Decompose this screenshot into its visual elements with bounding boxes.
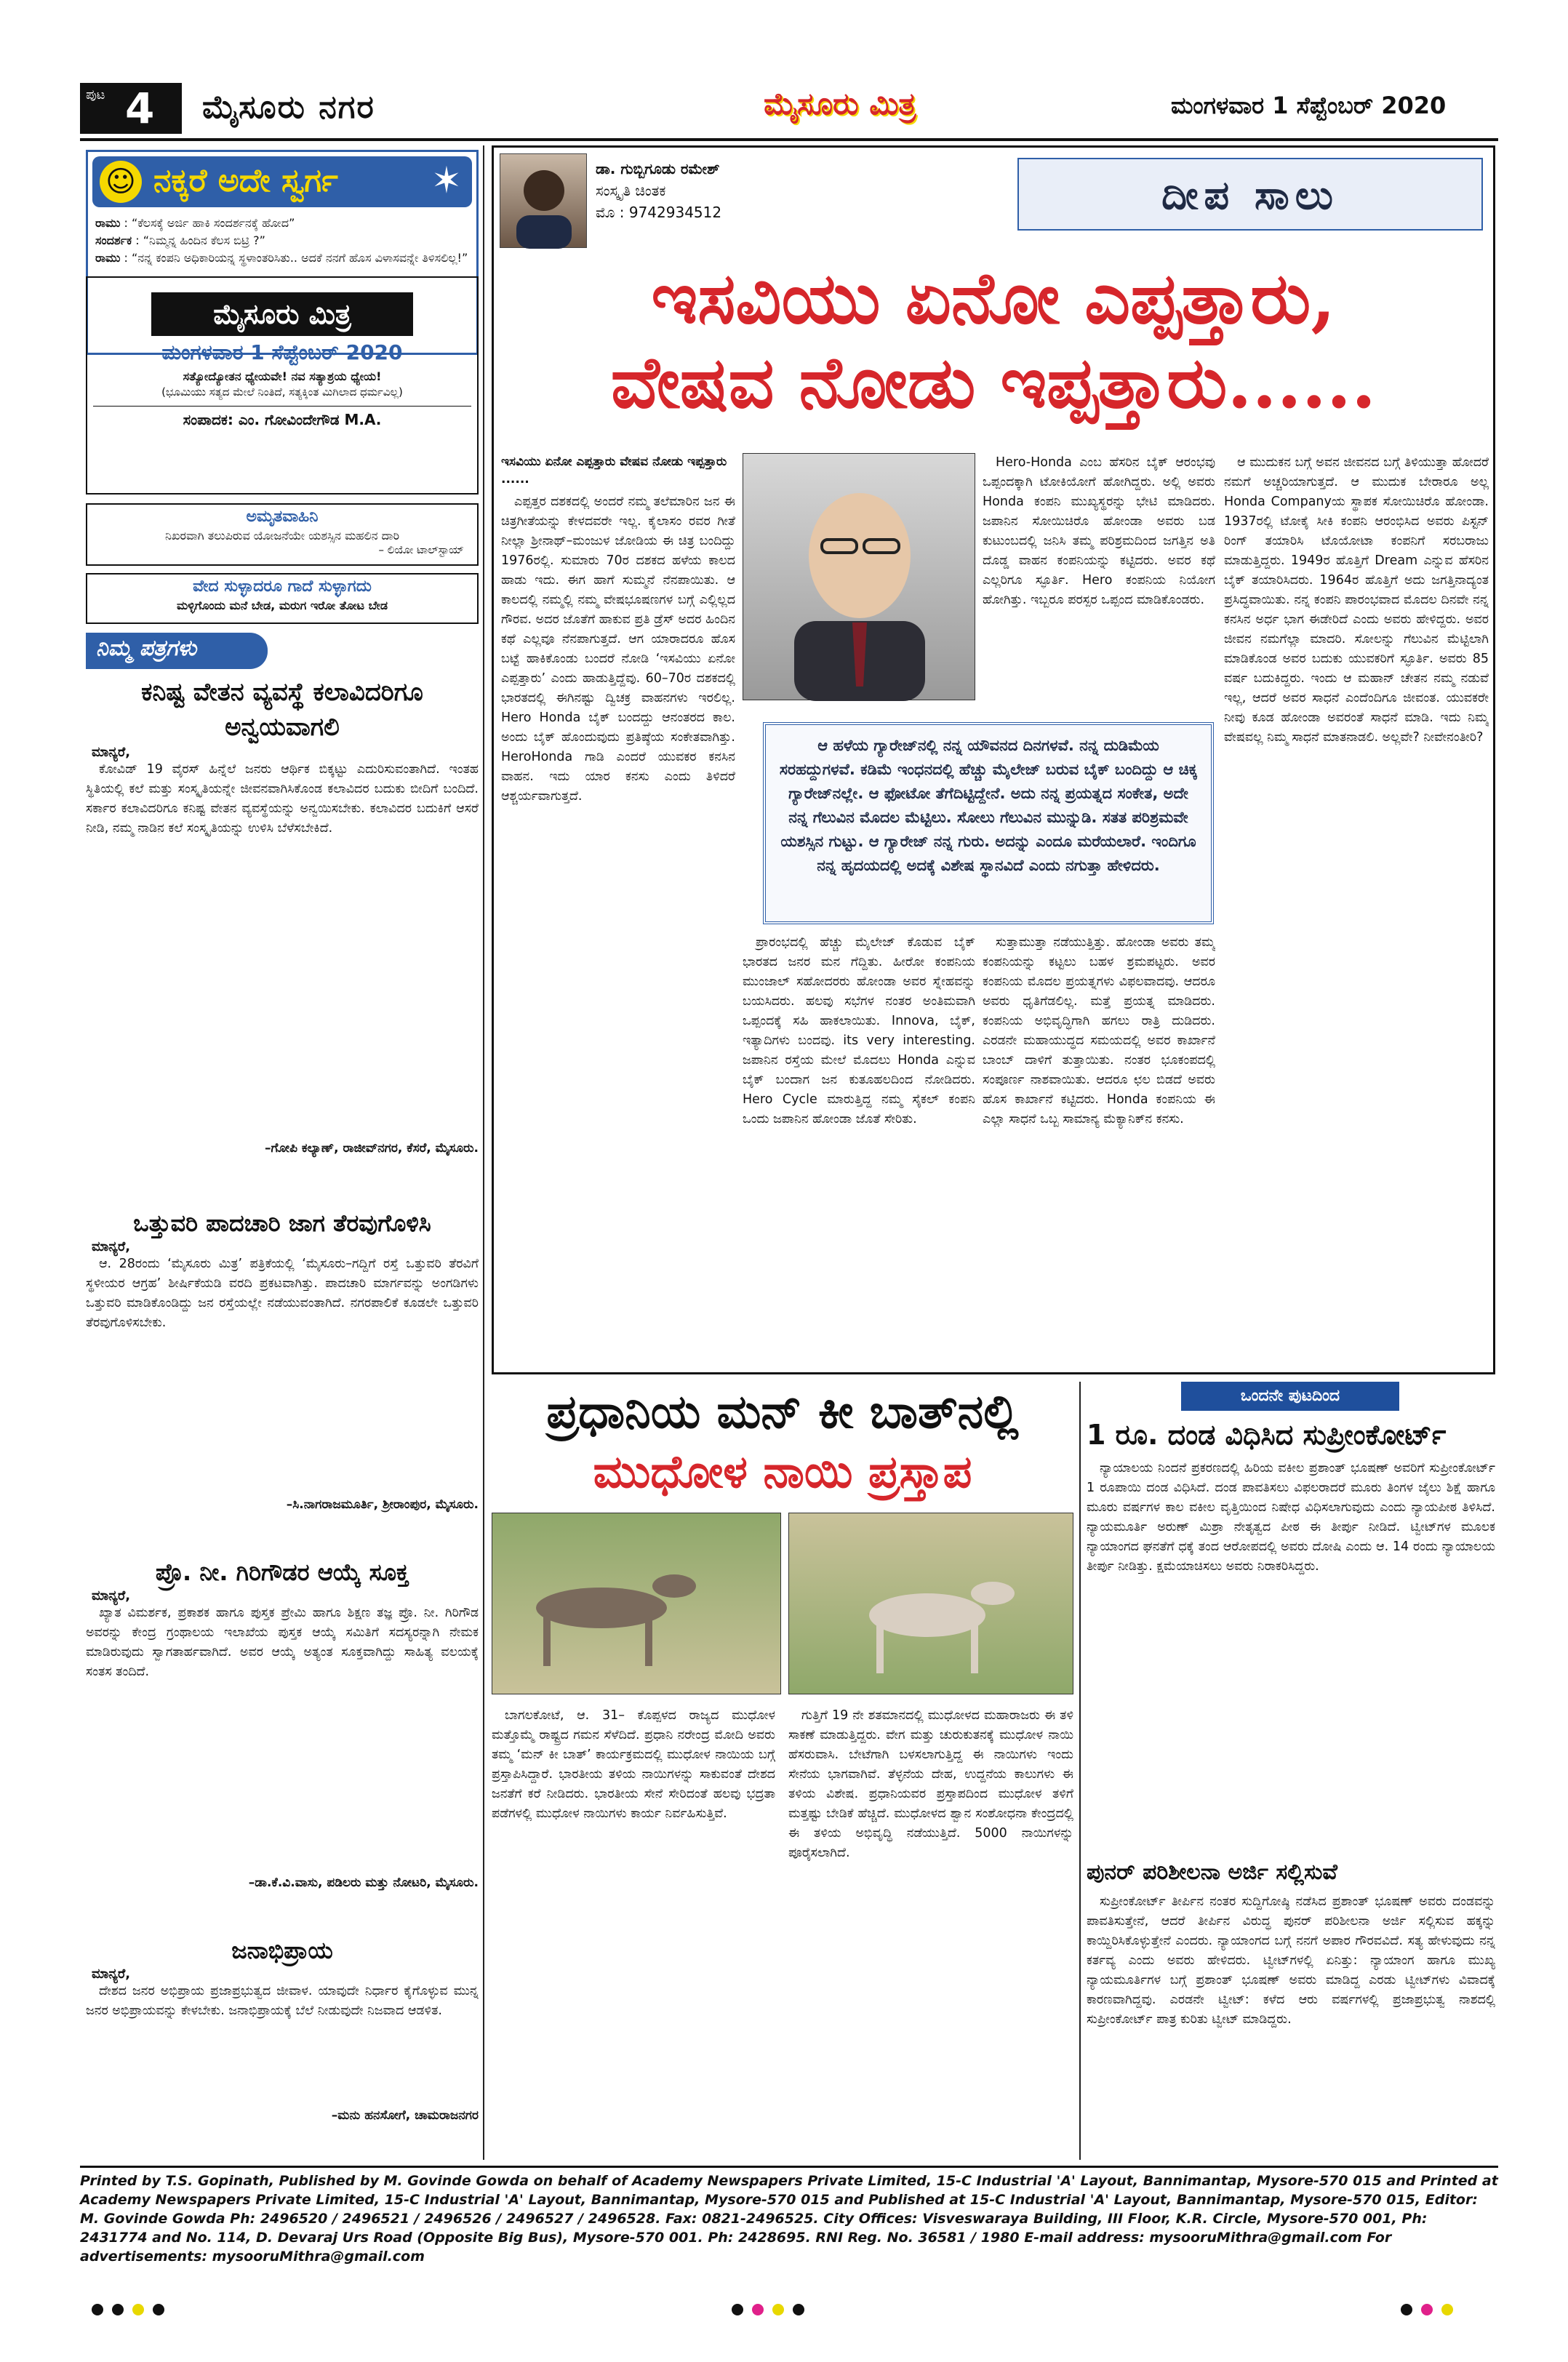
info-box [86, 276, 479, 495]
section-title: ಮೈಸೂರು ನಗರ [202, 89, 375, 126]
headline [494, 257, 1493, 425]
cmyk-dot-icon [132, 2304, 144, 2315]
letters-title-bar [86, 633, 268, 669]
sc-body [1087, 1459, 1495, 1851]
info-date: ಮಂಗಳವಾರ 1 ಸೆಪ್ಟೆಂಬರ್ 2020 [161, 340, 403, 364]
registration-marks-center [727, 2304, 809, 2318]
info-motto-translation: (ಭೂಮಿಯು ಸತ್ಯದ ಮೇಲೆ ನಿಂತಿದೆ, ಸತ್ಯಕ್ಕಿಂತ ಮಿಗಿಲಾದ ಧರ್ಮವಿಲ್ಲ) [161, 385, 403, 399]
smiley-icon: ☺ [100, 161, 142, 203]
feature-article [492, 145, 1495, 1374]
humor-line [95, 215, 473, 232]
running-dog-icon [789, 1513, 1074, 1695]
feature-intro: ಇಸವಿಯು ಏನೋ ಎಪ್ಪತ್ತಾರು ವೇಷವ ನೋಡು ಇಪ್ಪತ್ತಾರು ...... [501, 455, 727, 487]
registration-marks-left [87, 2304, 169, 2318]
feature-body-text: Hero-Honda ಎಂಬ ಹೆಸರಿನ ಬೈಕ್ ಆರಂಭವು ಒಪ್ಪಂದಕ್ಕಾಗಿ ಟೋಕಿಯೋಗೆ ಹೋಗಿದ್ದರು. ಅಲ್ಲಿ ಅವರು Honda ಕಂಪನಿ ಮುಖ್ಯಸ್ಥರನ್ನು ಭೇಟಿ ಮಾಡಿದರು. ಜಪಾನಿನ ಸೋಯಿಚಿರೊ ಹೋಂಡಾ ಅವರು ಬಡ ಕುಟುಂಬದಲ್ಲಿ ಜನಿಸಿ ತಮ್ಮ ಪರಿಶ್ರಮದಿಂದ ಜಗತ್ತಿನ ಅತಿ ದೊಡ್ಡ ವಾಹನ ಕಂಪನಿಯನ್ನು ಕಟ್ಟಿದರು. ಅವರ ಕಥೆ ಎಲ್ಲರಿಗೂ ಸ್ಫೂರ್ತಿ. Hero ಕಂಪನಿಯ ನಿಯೋಗ ಹೋಗಿತ್ತು. ಇಬ್ಬರೂ ಪರಸ್ಪರ ಒಪ್ಪಂದ ಮಾಡಿಕೊಂಡರು. [983, 455, 1215, 607]
pm-body-text: ಬಾಗಲಕೋಟೆ, ಆ. 31– ಕೊಪ್ಪಳದ ರಾಜ್ಯದ ಮುಧೋಳ ಮತ್ತೊಮ್ಮೆ ರಾಷ್ಟ್ರದ ಗಮನ ಸೆಳೆದಿದೆ. ಪ್ರಧಾನಿ ನರೇಂದ್ರ ಮೋದಿ ಅವರು ತಮ್ಮ ‘ಮನ್ ಕೀ ಬಾತ್’ ಕಾರ್ಯಕ್ರಮದಲ್ಲಿ ಮುಧೋಳ ನಾಯಿಯ ಬಗ್ಗೆ ಪ್ರಸ್ತಾಪಿಸಿದ್ದಾರೆ. ಭಾರತೀಯ ತಳಿಯ ನಾಯಿಗಳನ್ನು ಸಾಕುವಂತೆ ದೇಶದ ಜನತೆಗೆ ಕರೆ ನೀಡಿದರು. ಭಾರತೀಯ ಸೇನೆ ಸೇರಿದಂತೆ ಹಲವು ಭದ್ರತಾ ಪಡೆಗಳಲ್ಲಿ ಮುಧೋಳ ನಾಯಿಗಳು ಕಾರ್ಯ ನಿರ್ವಹಿಸುತ್ತಿವೆ. [492, 1708, 775, 1821]
proverb-text: ಮಳ್ಳಿಗೊಂದು ಮನೆ ಬೇಡ, ಮರುಗ ಇರೋ ತೋಟ ಬೇಡ [176, 598, 388, 612]
letter-title: ಜನಾಭಿಪ್ರಾಯ [231, 1937, 333, 1964]
letter-body-text: ಕೋವಿಡ್‌ 19 ವೈರಸ್ ಹಿನ್ನೆಲೆ ಜನರು ಆರ್ಥಿಕ ಬಿಕ್ಕಟ್ಟು ಎದುರಿಸುವಂತಾಗಿದೆ. ಇಂತಹ ಸ್ಥಿತಿಯಲ್ಲಿ ಕಲೆ ಮತ್ತು ಸಂಸ್ಕೃತಿಯನ್ನೇ ಜೀವನವಾಗಿಸಿಕೊಂಡ ಕಲಾವಿದರ ಬದುಕು ಬೀದಿಗೆ ಬಂದಿದೆ. ಸರ್ಕಾರ ಕಲಾವಿದರಿಗೂ ಕನಿಷ್ಟ ವೇತನ ವ್ಯವಸ್ಥೆಯನ್ನು ಅನ್ವಯಿಸಬೇಕು. ಕಲಾವಿದರ ಬದುಕಿಗೆ ಆಸರೆ ನೀಡಿ, ನಮ್ಮ ನಾಡಿನ ಕಲೆ ಸಂಸ್ಕೃತಿಯನ್ನು ಉಳಿಸಿ ಬೆಳೆಸಬೇಕಿದೆ. [86, 762, 479, 836]
feature-body-text: ಎಪ್ಪತ್ತರ ದಶಕದಲ್ಲಿ ಅಂದರೆ ನಮ್ಮ ತಲೆಮಾರಿನ ಜನ ಈ ಚಿತ್ರಗೀತೆಯನ್ನು ಕೇಳದವರೇ ಇಲ್ಲ. ಕೈಲಾಸಂ ರವರ ಗೀತೆ ನೀಲ್ಲಾ ಶ್ರೀನಾಥ್–ಮಂಜುಳ ಜೋಡಿಯ ಈ ಚಿತ್ರ ಬಂದಿದ್ದು 1976ರಲ್ಲಿ. ಸುಮಾರು 70ರ ದಶಕದ ಹಳೆಯ ಕಾಲದ ಹಾಡು ಇದು. ಈಗ ಹಾಗೆ ಸುಮ್ಮನೆ ನೆನಪಾಯಿತು. ಆ ಕಾಲದಲ್ಲಿ ನಮ್ಮಲ್ಲಿ ನಮ್ಮ ವೇಷಭೂಷಣಗಳ ಬಗ್ಗೆ ಎಲ್ಲಿಲ್ಲದ ಗೌರವ. ಅದರ ಜೊತೆಗೆ ಹಾಕುವ ಪ್ರತಿ ಡ್ರೆಸ್ ಅದರ ಹಿಂದಿನ ಕಥೆ ಎಲ್ಲವೂ ನೆನಪಾಗುತ್ತದೆ. ಆಗ ಯಾರಾದರೂ ಹೊಸ ಬಟ್ಟೆ ಹಾಕಿಕೊಂಡು ಬಂದರೆ ನೋಡಿ ‘ಇಸವಿಯು ಏನೋ ಎಪ್ಪತ್ತಾರು’ ಎಂದು ಹಾಡುತ್ತಿದ್ದೆವು. 60–70ರ ದಶಕದಲ್ಲಿ ಭಾರತದಲ್ಲಿ ಈಗಿನಷ್ಟು ದ್ವಿಚಕ್ರ ವಾಹನಗಳು ಇರಲಿಲ್ಲ. Hero Honda ಬೈಕ್ ಬಂದದ್ದು ಆನಂತರದ ಕಾಲ. ಅಂದು ಬೈಕ್ ಹೊಂದುವುದು ಪ್ರತಿಷ್ಠೆಯ ಸಂಕೇತವಾಗಿತ್ತು. HeroHonda ಗಾಡಿ ಎಂದರೆ ಯುವಕರ ಕನಸಿನ ವಾಹನ. ಇದು ಯಾರ ಕನಸು ಎಂದು ತಿಳಿದರೆ ಆಶ್ಚರ್ಯವಾಗುತ್ತದೆ. [501, 495, 735, 804]
amrutha-box [86, 503, 479, 566]
humor-speaker: ರಾಮು [95, 251, 121, 265]
letter-salutation: ಮಾನ್ಯರೆ, [92, 1966, 131, 1982]
page-number-badge [80, 83, 182, 134]
pm-article [492, 1382, 1073, 2160]
pm-body-text: ಗುತ್ತಿಗೆ 19 ನೇ ಶತಮಾನದಲ್ಲಿ ಮುಧೋಳದ ಮಹಾರಾಜರು ಈ ತಳಿ ಸಾಕಣೆ ಮಾಡುತ್ತಿದ್ದರು. ವೇಗ ಮತ್ತು ಚುರುಕುತನಕ್ಕೆ ಮುಧೋಳ ನಾಯಿ ಹೆಸರುವಾಸಿ. ಬೇಟೆಗಾಗಿ ಬಳಸಲಾಗುತ್ತಿದ್ದ ಈ ನಾಯಿಗಳು ಇಂದು ಸೇನೆಯ ಭಾಗವಾಗಿವೆ. ತೆಳ್ಳನೆಯ ದೇಹ, ಉದ್ದನೆಯ ಕಾಲುಗಳು ಈ ತಳಿಯ ವಿಶೇಷ. ಪ್ರಧಾನಿಯವರ ಪ್ರಸ್ತಾಪದಿಂದ ಮುಧೋಳ ತಳಿಗೆ ಮತ್ತಷ್ಟು ಬೇಡಿಕೆ ಹೆಚ್ಚಿದೆ. ಮುಧೋಳದ ಶ್ವಾನ ಸಂಶೋಧನಾ ಕೇಂದ್ರದಲ್ಲಿ ಈ ತಳಿಯ ಅಭಿವೃದ್ಧಿ ನಡೆಯುತ್ತಿದೆ. 5000 ನಾಯಿಗಳನ್ನು ಪೂರೈಸಲಾಗಿದೆ. [788, 1708, 1073, 1860]
letter-salutation: ಮಾನ್ಯರೆ, [92, 1239, 131, 1254]
quote-box [763, 722, 1214, 924]
sc-body-text: ಸುಪ್ರೀಂಕೋರ್ಟ್ ತೀರ್ಪಿನ ನಂತರ ಸುದ್ದಿಗೋಷ್ಠಿ ನಡೆಸಿದ ಪ್ರಶಾಂತ್ ಭೂಷಣ್ ಅವರು ದಂಡವನ್ನು ಪಾವತಿಸುತ್ತೇನೆ, ಆದರೆ ತೀರ್ಪಿನ ವಿರುದ್ಧ ಪುನರ್ ಪರಿಶೀಲನಾ ಅರ್ಜಿ ಸಲ್ಲಿಸುವ ಹಕ್ಕನ್ನು ಕಾಯ್ದಿರಿಸಿಕೊಳ್ಳುತ್ತೇನೆ ಎಂದರು. ನ್ಯಾಯಾಂಗದ ಬಗ್ಗೆ ನನಗೆ ಅಪಾರ ಗೌರವವಿದೆ. ಸತ್ಯ ಹೇಳುವುದು ನನ್ನ ಕರ್ತವ್ಯ ಎಂದು ಅವರು ಹೇಳಿದರು. ಟ್ವೀಟ್‌ಗಳಲ್ಲಿ ಏನಿತ್ತು: ನ್ಯಾಯಾಂಗ ಹಾಗೂ ಮುಖ್ಯ ನ್ಯಾಯಮೂರ್ತಿಗಳ ಬಗ್ಗೆ ಪ್ರಶಾಂತ್ ಭೂಷಣ್ ಅವರು ಮಾಡಿದ್ದ ಎರಡು ಟ್ವೀಟ್‌ಗಳು ವಿವಾದಕ್ಕೆ ಕಾರಣವಾಗಿದ್ದವು. ಎರಡನೇ ಟ್ವೀಟ್: ಕಳೆದ ಆರು ವರ್ಷಗಳಲ್ಲಿ ಪ್ರಜಾಪ್ರಭುತ್ವ ನಾಶದಲ್ಲಿ ಸುಪ್ರೀಂಕೋರ್ಟ್ ಪಾತ್ರ ಕುರಿತು ಟ್ವೀಟ್ ಮಾಡಿದ್ದರು. [1087, 1894, 1495, 2027]
cmyk-dot-icon [153, 2304, 164, 2315]
column-name-banner [1017, 158, 1483, 231]
cmyk-dot-icon [92, 2304, 103, 2315]
pm-column-2 [788, 1706, 1073, 2157]
page-label: ಪುಟ [86, 87, 105, 103]
dogs-photo-2 [788, 1513, 1073, 1694]
pm-body [788, 1706, 1073, 2157]
letter-item [86, 675, 479, 1198]
author-role: ಸಂಸ್ಕೃತಿ ಚಿಂತಕ [596, 182, 666, 199]
letter-body [86, 1982, 479, 2105]
footer-imprint: Printed by T.S. Gopinath, Published by M. Govinde Gowda on behalf of Academy Newspapers Private Limited, 15-C Industrial 'A' Layout, Bannimantap, Mysore-570 015 and Printed at Academy Newspapers Private Limited, 15-C Industrial 'A' Layout, Bannimantap, Mysore-570 015 and Published at 15-C Industrial 'A' Layout, Bannimantap, Mysore-570 015, Editor: M. Govinde Gowda Ph: 2496520 / 2496521 / 2496526 / 2496527 / 2496528. Fax: 0821-2496525. City Offices: Visveswaraya Building, III Floor, K.R. Circle, Mysore-570 001, Ph: 2431774 and No. 114, D. Devaraj Urs Road (Opposite Big Bus), Mysore-570 001. Ph: 2428695. RNI Reg. No. 36581 / 1980 E-mail address: mysooruMithra@gmail.com For advertisements: mysooruMithra@gmail.com [80, 2173, 1498, 2265]
column-rule [1079, 1382, 1081, 2160]
letter-signature: –ಸಿ.ನಾಗರಾಜಮೂರ್ತಿ, ಶ್ರೀರಾಂಪುರ, ಮೈಸೂರು. [286, 1497, 479, 1512]
amrutha-author: – ಲಿಯೋ ಟಾಲ್‌ಸ್ಟಾಯ್ [378, 543, 464, 556]
humor-text: : “ನಿಮ್ಮನ್ನ ಹಿಂದಿನ ಕೆಲಸ ಬಿಟ್ರಿ ?” [135, 233, 265, 247]
honda-photo [743, 453, 975, 700]
page-header [80, 83, 1498, 141]
letter-body-text: ದೇಶದ ಜನರ ಅಭಿಪ್ರಾಯ ಪ್ರಜಾಪ್ರಭುತ್ವದ ಜೀವಾಳ. ಯಾವುದೇ ನಿರ್ಧಾರ ಕೈಗೊಳ್ಳುವ ಮುನ್ನ ಜನರ ಅಭಿಪ್ರಾಯವನ್ನು ಕೇಳಬೇಕು. ಜನಾಭಿಪ್ರಾಯಕ್ಕೆ ಬೆಲೆ ನೀಡುವುದೇ ನಿಜವಾದ ಆಡಳಿತ. [86, 1984, 479, 2018]
amrutha-text: ನಿಖರವಾಗಿ ತಲುಪಿರುವ ಯೋಜನೆಯೇ ಯಶಸ್ಸಿನ ಮಹಲಿನ ದಾರಿ [164, 529, 400, 543]
letter-title: ಕನಿಷ್ಟ ವೇತನ ವ್ಯವಸ್ಥೆ ಕಲಾವಿದರಿಗೂ ಅನ್ವಯವಾಗಲಿ [141, 678, 423, 742]
letter-salutation: ಮಾನ್ಯರೆ, [92, 745, 131, 760]
letter-body [86, 760, 479, 1138]
masthead-text: ಮೈಸೂರು ಮಿತ್ರ [764, 86, 916, 121]
letter-title: ಪ್ರೊ. ನೀ. ಗಿರಿಗೌಡರ ಆಯ್ಕೆ ಸೂಕ್ತ [155, 1558, 409, 1586]
letter-signature: –ಮನು ಹನಸೋಗೆ, ಚಾಮರಾಜನಗರ [331, 2108, 479, 2123]
humor-lines [95, 215, 473, 267]
pm-headline-line-2: ಮುಧೋಳ ನಾಯಿ ಪ್ರಸ್ತಾಪ [593, 1445, 972, 1498]
humor-title-bar [92, 156, 472, 207]
info-motto: ಸತ್ಯೋದ್ಯೋತನ ಧ್ಯೇಯವೇ! ನವ ಸತ್ಯಾಶ್ರಯ ಧ್ಯೇಯ! [183, 369, 382, 383]
section-tag [1181, 1382, 1399, 1411]
header-date: ಮಂಗಳವಾರ 1 ಸೆಪ್ಟೆಂಬರ್ 2020 [1171, 92, 1447, 119]
letter-signature: –ಗೋಪಿ ಕಲ್ಯಾಣ್, ರಾಜೀವ್‌ನಗರ, ಕೆಸರೆ, ಮೈಸೂರು. [264, 1141, 479, 1156]
column-rule [483, 145, 484, 2160]
cmyk-dot-icon [1401, 2304, 1412, 2315]
masthead-logo [764, 86, 1004, 132]
humor-speaker: ಸಂದರ್ಶಕ [95, 233, 132, 247]
author-phone: ಮೊ : 9742934512 [596, 204, 722, 221]
cmyk-dot-icon [1421, 2304, 1433, 2315]
dancing-figure-icon: ✶ [431, 159, 462, 201]
feature-body-text: ಪ್ರಾರಂಭದಲ್ಲಿ ಹೆಚ್ಚು ಮೈಲೇಜ್ ಕೊಡುವ ಬೈಕ್ ಭಾರತದ ಜನರ ಮನ ಗೆದ್ದಿತು. ಹೀರೋ ಕಂಪನಿಯ ಮುಂಜಾಲ್ ಸಹೋದರರು ಹೋಂಡಾ ಅವರ ಸ್ನೇಹವನ್ನು ಬಯಸಿದರು. ಹಲವು ಸಭೆಗಳ ನಂತರ ಅಂತಿಮವಾಗಿ ಒಪ್ಪಂದಕ್ಕೆ ಸಹಿ ಹಾಕಲಾಯಿತು. Innova, ಬೈಕ್, ಇತ್ಯಾದಿಗಳು ಬಂದವು. its very interesting. ಜಪಾನಿನ ರಸ್ತೆಯ ಮೇಲೆ ಮೊದಲು Honda ಎನ್ನುವ ಬೈಕ್ ಬಂದಾಗ ಜನ ಕುತೂಹಲದಿಂದ ನೋಡಿದರು. Hero Cycle ಮಾರುತ್ತಿದ್ದ ನಮ್ಮ ಸೈಕಲ್ ಕಂಪನಿ ಒಂದು ಜಪಾನಿನ ಹೋಂಡಾ ಜೊತೆ ಸೇರಿತು. [743, 935, 975, 1126]
cmyk-dot-icon [112, 2304, 124, 2315]
headline-line-1: ಇಸವಿಯು ಏನೋ ಎಪ್ಪತ್ತಾರು, [651, 257, 1336, 340]
humor-line [95, 249, 473, 267]
humor-speaker: ರಾಮು [95, 216, 121, 230]
letter-item [86, 1556, 479, 1927]
author-name: ಡಾ. ಗುಬ್ಬಿಗೂಡು ರಮೇಶ್ [596, 160, 720, 177]
sc-subtitle: ಪುನರ್ ಪರಿಶೀಲನಾ ಅರ್ಜಿ ಸಲ್ಲಿಸುವೆ [1087, 1859, 1337, 1885]
feature-body-text: ಸುತ್ತಾಮುತ್ತಾ ನಡೆಯುತ್ತಿತ್ತು. ಹೋಂಡಾ ಅವರು ತಮ್ಮ ಕಂಪನಿಯನ್ನು ಕಟ್ಟಲು ಬಹಳ ಶ್ರಮಪಟ್ಟರು. ಅವರ ಕಂಪನಿಯ ಮೊದಲ ಪ್ರಯತ್ನಗಳು ವಿಫಲವಾದವು. ಆದರೂ ಅವರು ಧೃತಿಗೆಡಲಿಲ್ಲ. ಮತ್ತೆ ಪ್ರಯತ್ನ ಮಾಡಿದರು. ಕಂಪನಿಯ ಅಭಿವೃದ್ಧಿಗಾಗಿ ಹಗಲು ರಾತ್ರಿ ದುಡಿದರು. ಎರಡನೇ ಮಹಾಯುದ್ಧದ ಸಮಯದಲ್ಲಿ ಅವರ ಕಾರ್ಖಾನೆ ಬಾಂಬ್ ದಾಳಿಗೆ ತುತ್ತಾಯಿತು. ನಂತರ ಭೂಕಂಪದಲ್ಲಿ ಸಂಪೂರ್ಣ ನಾಶವಾಯಿತು. ಆದರೂ ಛಲ ಬಿಡದೆ ಅವರು ಹೊಸ ಕಾರ್ಖಾನೆ ಕಟ್ಟಿದರು. Honda ಕಂಪನಿಯ ಈ ಎಲ್ಲಾ ಸಾಧನೆ ಒಬ್ಬ ಸಾಮಾನ್ಯ ಮೆಕ್ಯಾನಿಕ್‌ನ ಕನಸು. [983, 935, 1215, 1126]
registration-marks-right [1396, 2304, 1457, 2318]
headline-line-2: ವೇಷವ ನೋಡು ಇಪ್ಪತ್ತಾರು...... [610, 341, 1377, 425]
humor-line [95, 232, 473, 249]
cmyk-dot-icon [752, 2304, 764, 2315]
dogs-photo [492, 1513, 781, 1694]
feature-body [743, 933, 975, 1369]
page-number: 4 [125, 84, 155, 133]
pm-headline [492, 1382, 1073, 1501]
sc-body-text: ನ್ಯಾಯಾಲಯ ನಿಂದನೆ ಪ್ರಕರಣದಲ್ಲಿ ಹಿರಿಯ ವಕೀಲ ಪ್ರಶಾಂತ್ ಭೂಷಣ್ ಅವರಿಗೆ ಸುಪ್ರೀಂಕೋರ್ಟ್ 1 ರೂಪಾಯಿ ದಂಡ ವಿಧಿಸಿದೆ. ದಂಡ ಪಾವತಿಸಲು ವಿಫಲರಾದರೆ ಮೂರು ತಿಂಗಳ ಜೈಲು ಶಿಕ್ಷೆ ಹಾಗೂ ಮೂರು ವರ್ಷಗಳ ಕಾಲ ವಕೀಲ ವೃತ್ತಿಯಿಂದ ನಿಷೇಧ ವಿಧಿಸಲಾಗುವುದು ಎಂದು ನ್ಯಾಯಪೀಠ ತಿಳಿಸಿದೆ. ನ್ಯಾಯಮೂರ್ತಿ ಅರುಣ್ ಮಿಶ್ರಾ ನೇತೃತ್ವದ ಪೀಠ ಈ ತೀರ್ಪು ನೀಡಿದೆ. ಟ್ವೀಟ್‌ಗಳ ಮೂಲಕ ನ್ಯಾಯಾಂಗದ ಘನತೆಗೆ ಧಕ್ಕೆ ತಂದ ಆರೋಪದಲ್ಲಿ ಅವರು ದೋಷಿ ಎಂದು ಆ. 14 ರಂದು ನ್ಯಾಯಾಲಯ ತೀರ್ಪು ನೀಡಿತ್ತು. ಕ್ಷಮೆಯಾಚಿಸಲು ಅವರು ನಿರಾಕರಿಸಿದ್ದರು. [1087, 1461, 1495, 1574]
humor-text: : “ನನ್ನ ಕಂಪನಿ ಅಧಿಕಾರಿಯನ್ನ ಸ್ಥಳಾಂತರಿಸಿತು.. ಅದಕೆ ನನಗೆ ಹೊಸ ವಿಳಾಸವನ್ನೇ ತಿಳಿಸಲಿಲ್ಲ!” [124, 251, 468, 265]
feature-column-3 [983, 933, 1215, 1369]
letter-item [86, 1934, 479, 2153]
letter-item [86, 1207, 479, 1549]
quote-text: ಆ ಹಳೆಯ ಗ್ಯಾರೇಜ್‌ನಲ್ಲಿ ನನ್ನ ಯೌವನದ ದಿನಗಳವೆ. ನನ್ನ ದುಡಿಮೆಯ ಸರಹದ್ದುಗಳವೆ. ಕಡಿಮೆ ಇಂಧನದಲ್ಲಿ ಹೆಚ್ಚು ಮೈಲೇಜ್ ಬರುವ ಬೈಕ್ ಬಂದಿದ್ದು ಆ ಚಿಕ್ಕ ಗ್ಯಾರೇಜ್‌ನಲ್ಲೇ. ಆ ಫೋಟೋ ತೆಗೆದಿಟ್ಟಿದ್ದೇನೆ. ಅದು ನನ್ನ ಪ್ರಯತ್ನದ ಸಂಕೇತ, ಅದೇ ನನ್ನ ಗೆಲುವಿನ ಮೊದಲ ಮೆಟ್ಟಿಲು. ಸೋಲು ಗೆಲುವಿನ ಮುನ್ನುಡಿ. ಸತತ ಪರಿಶ್ರಮವೇ ಯಶಸ್ಸಿನ ಗುಟ್ಟು. ಆ ಗ್ಯಾರೇಜ್ ನನ್ನ ಗುರು. ಅದನ್ನು ಎಂದೂ ಮರೆಯಲಾರೆ. ಇಂದಿಗೂ ನನ್ನ ಹೃದಯದಲ್ಲಿ ಅದಕ್ಕೆ ವಿಶೇಷ ಸ್ಥಾನವಿದೆ ಎಂದು ನಗುತ್ತಾ ಹೇಳಿದರು. [779, 737, 1198, 874]
letters-section [86, 633, 479, 2160]
amrutha-title: ಅಮೃತವಾಹಿನಿ [246, 508, 319, 526]
info-editor: ಸಂಪಾದಕ: ಎಂ. ಗೋವಿಂದೇಗೌಡ M.A. [93, 406, 471, 428]
info-masthead: ಮೈಸೂರು ಮಿತ್ರ [151, 292, 413, 336]
letter-title: ಒತ್ತುವರಿ ಪಾದಚಾರಿ ಜಾಗ ತೆರವುಗೊಳಿಸಿ [133, 1209, 431, 1237]
proverb-title: ವೇದ ಸುಳ್ಳಾದರೂ ಗಾದೆ ಸುಳ್ಳಾಗದು [193, 577, 372, 596]
footer-rule [80, 2166, 1498, 2168]
header-rule [80, 138, 1498, 141]
pm-column-1 [492, 1706, 775, 2157]
sc-body [1087, 1892, 1495, 2154]
letter-salutation: ಮಾನ್ಯರೆ, [92, 1588, 131, 1604]
humor-title: ನಕ್ಕರೆ ಅದೇ ಸ್ವರ್ಗ [153, 162, 338, 199]
feature-body [983, 933, 1215, 1369]
humor-text: : “ಕೆಲಸಕ್ಕೆ ಅರ್ಜಿ ಹಾಕಿ ಸಂದರ್ಶನಕ್ಕೆ ಹೋದ” [124, 216, 295, 230]
cmyk-dot-icon [1441, 2304, 1453, 2315]
feature-column-1 [501, 453, 735, 1369]
letter-signature: –ಡಾ.ಕೆ.ವಿ.ವಾಸು, ಪಡಿಲರು ಮತ್ತು ನೋಟರಿ, ಮೈಸೂರು. [248, 1875, 479, 1890]
byline [596, 158, 721, 223]
feature-body [501, 492, 735, 1365]
letter-body [86, 1604, 479, 1873]
feature-column-4 [1224, 453, 1489, 1369]
feature-body-text: ಆ ಮುದುಕನ ಬಗ್ಗೆ ಅವನ ಜೀವನದ ಬಗ್ಗೆ ತಿಳಿಯುತ್ತಾ ಹೋದರೆ ನಮಗೆ ಅಚ್ಚರಿಯಾಗುತ್ತದೆ. ಆ ಮುದುಕ ಬೇರಾರೂ ಅಲ್ಲ Honda Companyಯ ಸ್ಥಾಪಕ ಸೋಯಿಚಿರೊ ಹೋಂಡಾ. 1937ರಲ್ಲಿ ಟೋಕೈ ಸೀಕಿ ಕಂಪನಿ ಆರಂಭಿಸಿದ ಅವರು ಪಿಸ್ಟನ್ ರಿಂಗ್ ತಯಾರಿಸಿ ಟೊಯೋಟಾ ಕಂಪನಿಗೆ ಸರಬರಾಜು ಮಾಡುತ್ತಿದ್ದರು. 1949ರ ಹೊತ್ತಿಗೆ Dream ಎನ್ನುವ ಹೆಸರಿನ ಬೈಕ್ ತಯಾರಿಸಿದರು. 1964ರ ಹೊತ್ತಿಗೆ ಅದು ಜಗತ್ತಿನಾದ್ಯಂತ ಪ್ರಸಿದ್ಧವಾಯಿತು. ನನ್ನ ಕಂಪನಿ ಪಾರಂಭವಾದ ಮೊದಲ ದಿನವೇ ನನ್ನ ಕನಸಿನ ಅರ್ಧ ಭಾಗ ಈಡೇರಿದೆ ಎಂದು ಅವರು ಹೇಳಿದ್ದರು. ಅವರ ಜೀವನ ನಮಗೆಲ್ಲಾ ಮಾದರಿ. ಸೋಲನ್ನು ಗೆಲುವಿನ ಮೆಟ್ಟಿಲಾಗಿ ಮಾಡಿಕೊಂಡ ಅವರ ಬದುಕು ಯುವಕರಿಗೆ ಸ್ಫೂರ್ತಿ. ಅವರು 85 ವರ್ಷ ಬದುಕಿದ್ದರು. ಇಂದು ಆ ಮಹಾನ್ ಚೇತನ ನಮ್ಮ ನಡುವೆ ಇಲ್ಲ, ಆದರೆ ಅವರ ಸಾಧನೆ ಎಂದೆಂದಿಗೂ ಜೀವಂತ. ಯುವಕರೇ ನೀವು ಕೂಡ ಹೋಂಡಾ ಅವರಂತೆ ಸಾಧನೆ ಮಾಡಿ. ಇದು ನಿಮ್ಮ ವೇಷವಲ್ಲ ನಿಮ್ಮ ಸಾಧನೆ ಮಾತನಾಡಲಿ. ಅಲ್ಲವೇ? ನೀವೇನಂತೀರಿ? [1224, 455, 1489, 745]
sc-article [1087, 1382, 1495, 2160]
pm-body [492, 1706, 775, 2157]
letter-body-text: ಆ. 28ರಂದು ‘ಮೈಸೂರು ಮಿತ್ರ’ ಪತ್ರಿಕೆಯಲ್ಲಿ ‘ಮೈಸೂರು–ಗದ್ದಿಗೆ ರಸ್ತೆ ಒತ್ತುವರಿ ತೆರವಿಗೆ ಸ್ಥಳೀಯರ ಆಗ್ರಹ’ ಶೀರ್ಷಿಕೆಯಡಿ ವರದಿ ಪ್ರಕಟವಾಗಿತ್ತು. ಪಾದಚಾರಿ ಮಾರ್ಗವನ್ನು ಅಂಗಡಿಗಳು ಒತ್ತುವರಿ ಮಾಡಿಕೊಂಡಿದ್ದು ಜನ ರಸ್ತೆಯಲ್ಲೇ ನಡೆಯುವಂತಾಗಿದೆ. ನಗರಪಾಲಿಕೆ ಕೂಡಲೇ ಒತ್ತುವರಿ ತೆರವುಗೊಳಿಸಬೇಕು. [86, 1257, 479, 1330]
cmyk-dot-icon [732, 2304, 743, 2315]
feature-body [1224, 453, 1489, 1369]
pm-headline-line-1: ಪ್ರಧಾನಿಯ ಮನ್ ಕೀ ಬಾತ್‌ನಲ್ಲಿ [546, 1385, 1019, 1439]
letters-title: ನಿಮ್ಮ ಪತ್ರಗಳು [96, 636, 197, 661]
letter-body-text: ಖ್ಯಾತ ವಿಮರ್ಶಕ, ಪ್ರಕಾಶಕ ಹಾಗೂ ಪುಸ್ತಕ ಪ್ರೇಮಿ ಹಾಗೂ ಶಿಕ್ಷಣ ತಜ್ಞ ಪ್ರೊ. ನೀ. ಗಿರಿಗೌಡ ಅವರನ್ನು ಕೇಂದ್ರ ಗ್ರಂಥಾಲಯ ಇಲಾಖೆಯ ಪುಸ್ತಕ ಆಯ್ಕೆ ಸಮಿತಿಗೆ ಸದಸ್ಯರನ್ನಾಗಿ ನೇಮಕ ಮಾಡಿರುವುದು ಸ್ವಾಗತಾರ್ಹವಾಗಿದೆ. ಅವರ ಆಯ್ಕೆ ಅತ್ಯಂತ ಸೂಕ್ತವಾಗಿದ್ದು ಸಾಹಿತ್ಯ ವಲಯಕ್ಕೆ ಸಂತಸ ತಂದಿದೆ. [86, 1606, 479, 1679]
proverb-box [86, 573, 479, 624]
letter-body [86, 1254, 479, 1494]
author-photo [500, 153, 587, 248]
person-portrait-icon [500, 154, 588, 249]
sc-title: 1 ರೂ. ದಂಡ ವಿಧಿಸಿದ ಸುಪ್ರೀಂಕೋರ್ಟ್ [1087, 1419, 1447, 1451]
feature-column-2b [743, 933, 975, 1369]
elderly-man-portrait-icon [743, 454, 976, 701]
column-name: ದೀಪ ಸಾಲು [1161, 172, 1339, 218]
cmyk-dot-icon [793, 2304, 804, 2315]
running-dog-icon [492, 1513, 782, 1695]
section-tag-label: ಒಂದನೇ ಪುಟದಿಂದ [1240, 1387, 1340, 1405]
cmyk-dot-icon [772, 2304, 784, 2315]
